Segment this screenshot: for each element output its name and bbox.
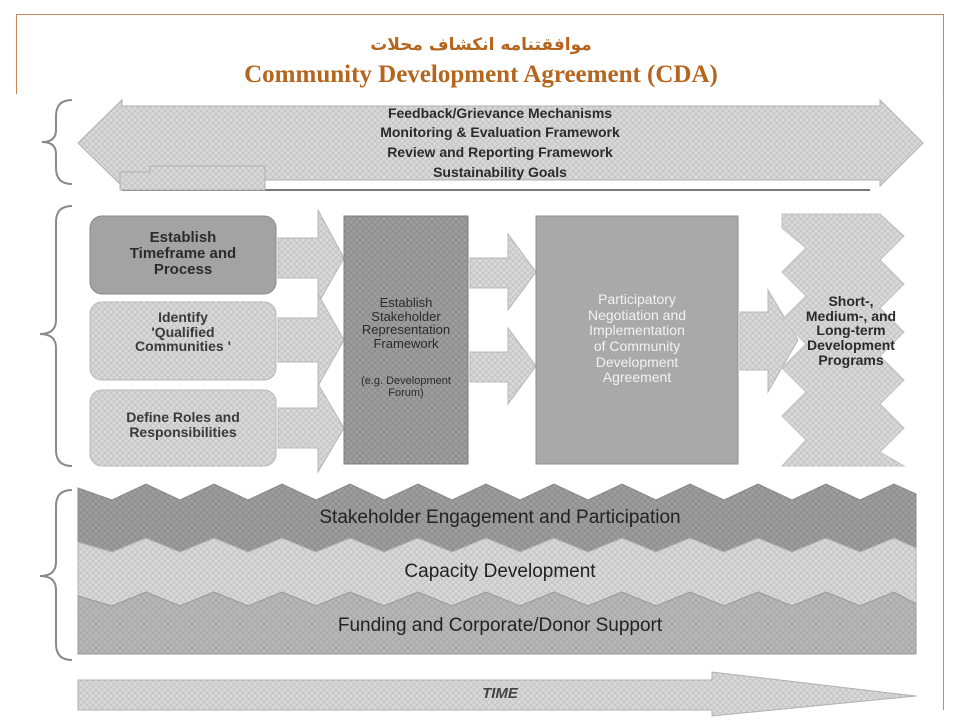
english-title: Community Development Agreement (CDA) [244,61,718,88]
arabic-title: موافقتنامه انکشاف محلات [370,35,592,55]
band-funding-support-label: Funding and Corporate/Donor Support [337,615,663,636]
brace-middle [40,206,72,466]
box-participatory-negotiation-label: Participatory Negotiation and Implementation of Community Development Agreement [587,291,687,386]
banner-line-2: Monitoring & Evaluation Framework [380,124,620,140]
brace-top [42,100,72,184]
time-arrow-label: TIME [482,685,518,702]
banner-line-1: Feedback/Grievance Mechanisms [387,105,613,121]
band-capacity-development-label: Capacity Development [404,561,596,582]
arrow-4 [470,234,536,310]
box-identify-communities-label: Identify 'Qualified Communities ' [135,309,231,355]
box-establish-timeframe-label: Establish Timeframe and Process [129,229,237,278]
box-define-roles-label: Define Roles and Responsibilities [126,409,240,440]
arrow-1 [278,210,344,304]
arrow-3 [278,384,344,472]
box-stakeholder-framework-label: Establish Stakeholder Representation Framework [361,295,451,351]
arrow-2 [278,294,344,386]
banner-line-4: Sustainability Goals [433,164,567,180]
box-development-programs-label: Short-, Medium-, and Long-term Development Programs [805,293,897,368]
band-stakeholder-engagement-label: Stakeholder Engagement and Participation [319,507,681,528]
box-stakeholder-framework-sublabel: (e.g. Development Forum) [361,375,451,399]
brace-bottom [40,490,72,660]
banner-line-3: Review and Reporting Framework [387,144,613,160]
arrow-5 [470,328,536,404]
